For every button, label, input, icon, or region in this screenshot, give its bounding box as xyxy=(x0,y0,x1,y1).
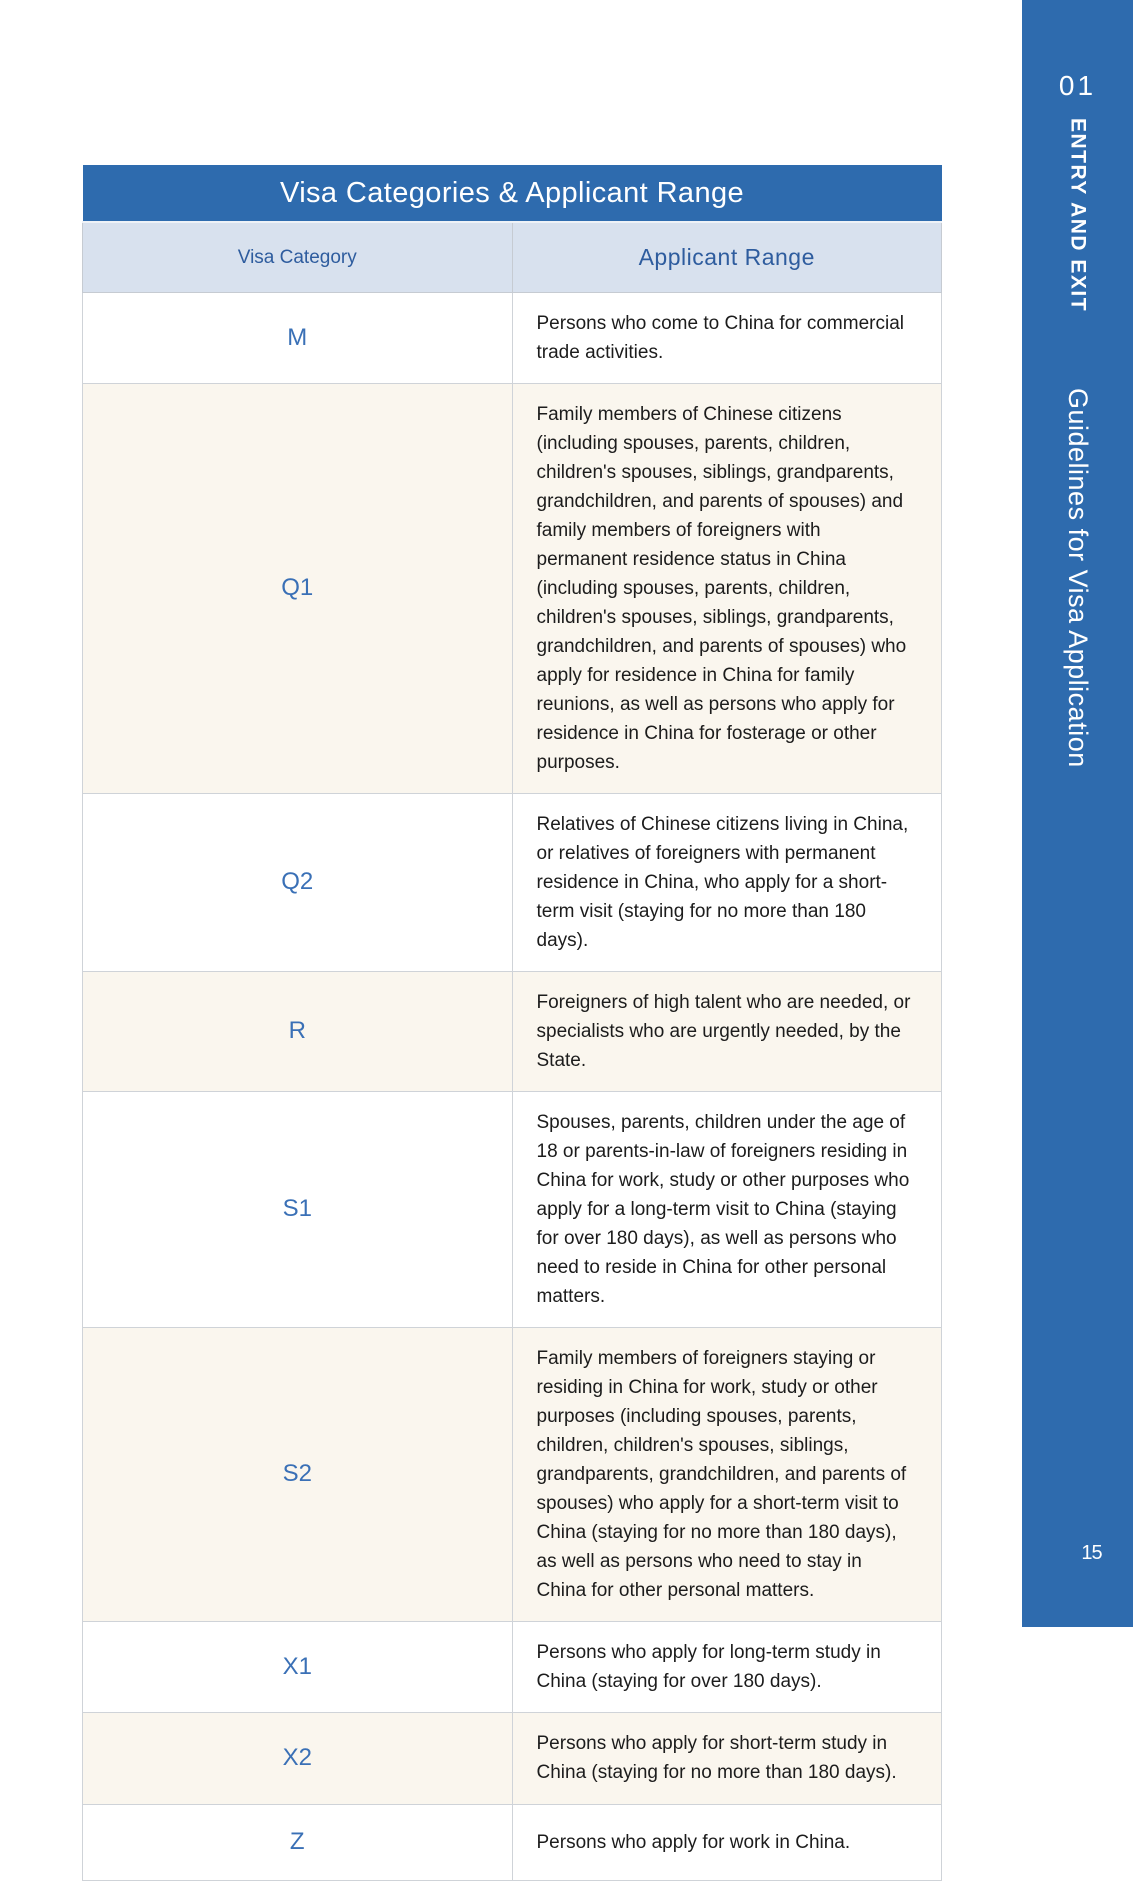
visa-category-cell: X2 xyxy=(83,1712,513,1804)
visa-category-cell: Q2 xyxy=(83,793,513,971)
chapter-sidebar xyxy=(1022,0,1133,1627)
table-row xyxy=(83,1804,942,1880)
table-row xyxy=(83,1327,942,1621)
table-title: Visa Categories & Applicant Range xyxy=(83,165,942,222)
visa-category-cell: S2 xyxy=(83,1327,513,1621)
applicant-range-cell: Persons who apply for long-term study in China (staying for over 180 days). xyxy=(512,1621,942,1712)
page-number: 15 xyxy=(1081,1542,1102,1564)
applicant-range-cell: Family members of foreigners staying or residing in China for work, study or other purposes (including spouses, parents, children, children's spouses, siblings, grandparents, grandchildren, and parents of spouses) who apply for a short-term visit to China (staying for no more than 180 days), as well as persons who need to stay in China for other personal matters. xyxy=(512,1327,942,1621)
table-row xyxy=(83,1712,942,1804)
visa-category-cell: Q1 xyxy=(83,383,513,793)
table-title-row xyxy=(83,165,942,222)
chapter-number: 01 xyxy=(1058,70,1097,101)
visa-category-cell: S1 xyxy=(83,1091,513,1327)
table-row xyxy=(83,1091,942,1327)
column-header-visa-category: Visa Category xyxy=(83,222,513,292)
visa-category-cell: M xyxy=(83,292,513,383)
table-row xyxy=(83,971,942,1091)
applicant-range-cell: Spouses, parents, children under the age of 18 or parents-in-law of foreigners residing in China for work, study or other purposes who apply for a long-term visit to China (staying for over 180 days), as well as persons who need to reside in China for other personal matters. xyxy=(512,1091,942,1327)
applicant-range-cell: Relatives of Chinese citizens living in China, or relatives of foreigners with permanent residence in China, who apply for a short-term visit (staying for no more than 180 days). xyxy=(512,793,942,971)
visa-category-cell: X1 xyxy=(83,1621,513,1712)
applicant-range-cell: Persons who apply for work in China. xyxy=(512,1804,942,1880)
table-row xyxy=(83,292,942,383)
visa-category-cell: Z xyxy=(83,1804,513,1880)
applicant-range-cell: Persons who apply for short-term study in China (staying for no more than 180 days). xyxy=(512,1712,942,1804)
column-header-row xyxy=(83,222,942,292)
table-row xyxy=(83,1621,942,1712)
table-row xyxy=(83,383,942,793)
applicant-range-cell: Persons who come to China for commercial trade activities. xyxy=(512,292,942,383)
applicant-range-cell: Foreigners of high talent who are needed, or specialists who are urgently needed, by the State. xyxy=(512,971,942,1091)
table-head xyxy=(83,165,942,292)
applicant-range-cell: Family members of Chinese citizens (including spouses, parents, children, children's spouses, siblings, grandparents, grandchildren, and parents of spouses) and family members of foreigners with permanent residence status in China (including spouses, parents, children, children's spouses, siblings, grandparents, grandchildren, and parents of spouses) who apply for residence in China for family reunions, as well as persons who apply for residence in China for fosterage or other purposes. xyxy=(512,383,942,793)
column-header-applicant-range: Applicant Range xyxy=(512,222,942,292)
table-row xyxy=(83,793,942,971)
chapter-title: ENTRY AND EXIT xyxy=(1066,118,1090,313)
visa-category-cell: R xyxy=(83,971,513,1091)
chapter-subtitle: Guidelines for Visa Application xyxy=(1063,388,1093,768)
visa-categories-table xyxy=(82,165,942,1881)
table-body xyxy=(83,292,942,1880)
